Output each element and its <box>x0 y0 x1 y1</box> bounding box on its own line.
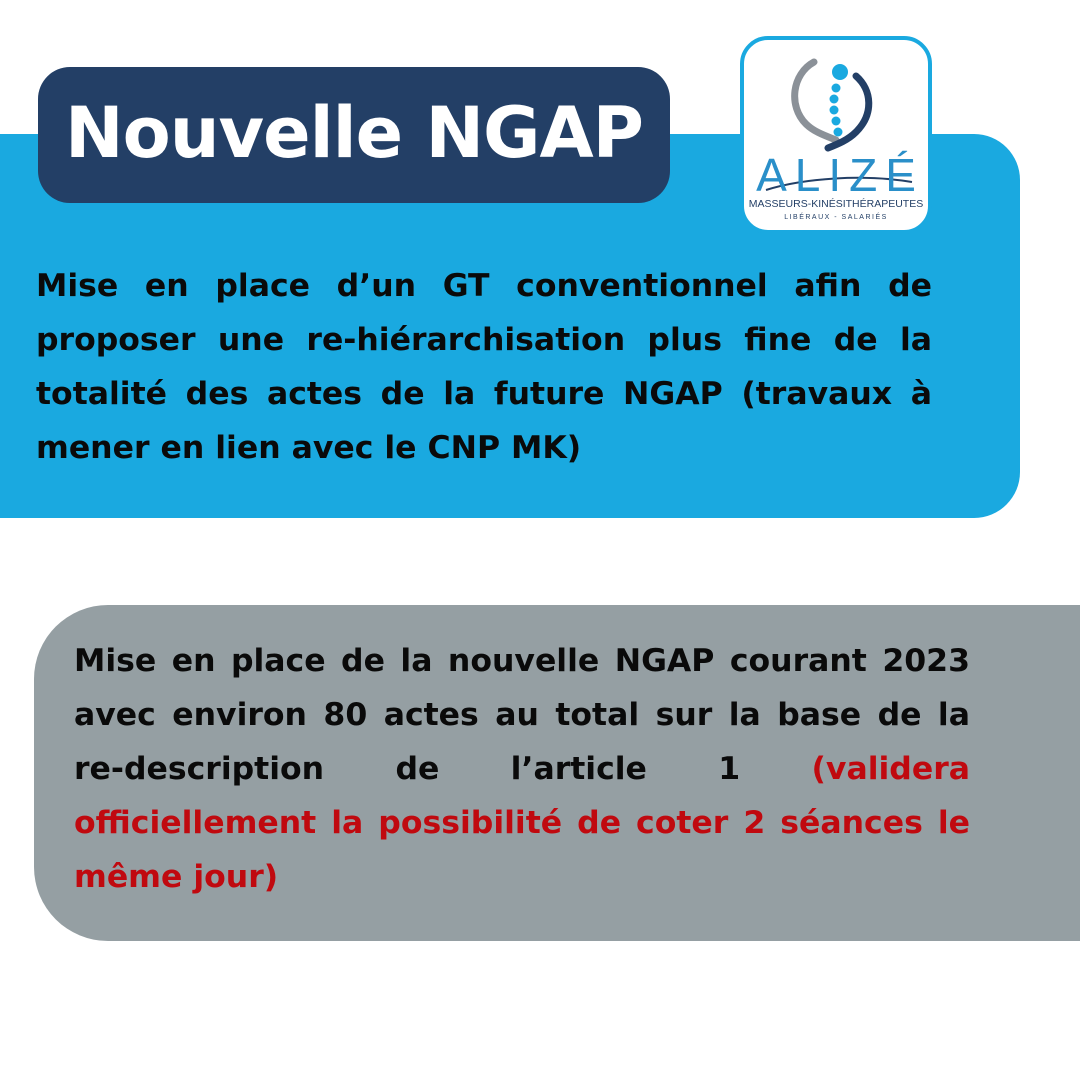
alize-logo <box>740 36 932 234</box>
grey-block-main: Mise en place de la nouvelle NGAP courant 2023 avec environ 80 actes au total sur la base de la re-description de l’article 1 <box>74 643 970 787</box>
page-title: Nouvelle NGAP <box>65 92 643 174</box>
logo-tagline: LIBÉRAUX - SALARIÉS <box>784 214 888 221</box>
blue-block-text: Mise en place d’un GT conventionnel afin de proposer une re-hiérarchisation plus fine de la totalité des actes de la future NGAP (travaux à mener en lien avec le CNP MK) <box>36 268 932 466</box>
grey-block-highlight: (validera officiellement la possibilité de coter 2 séances le même jour) <box>74 751 970 895</box>
title-banner <box>38 67 670 203</box>
logo-subtitle: MASSEURS-KINÉSITHÉRAPEUTES <box>748 198 924 210</box>
grey-block-text <box>74 634 970 904</box>
logo-wordmark: ALIZÉ <box>756 149 924 201</box>
